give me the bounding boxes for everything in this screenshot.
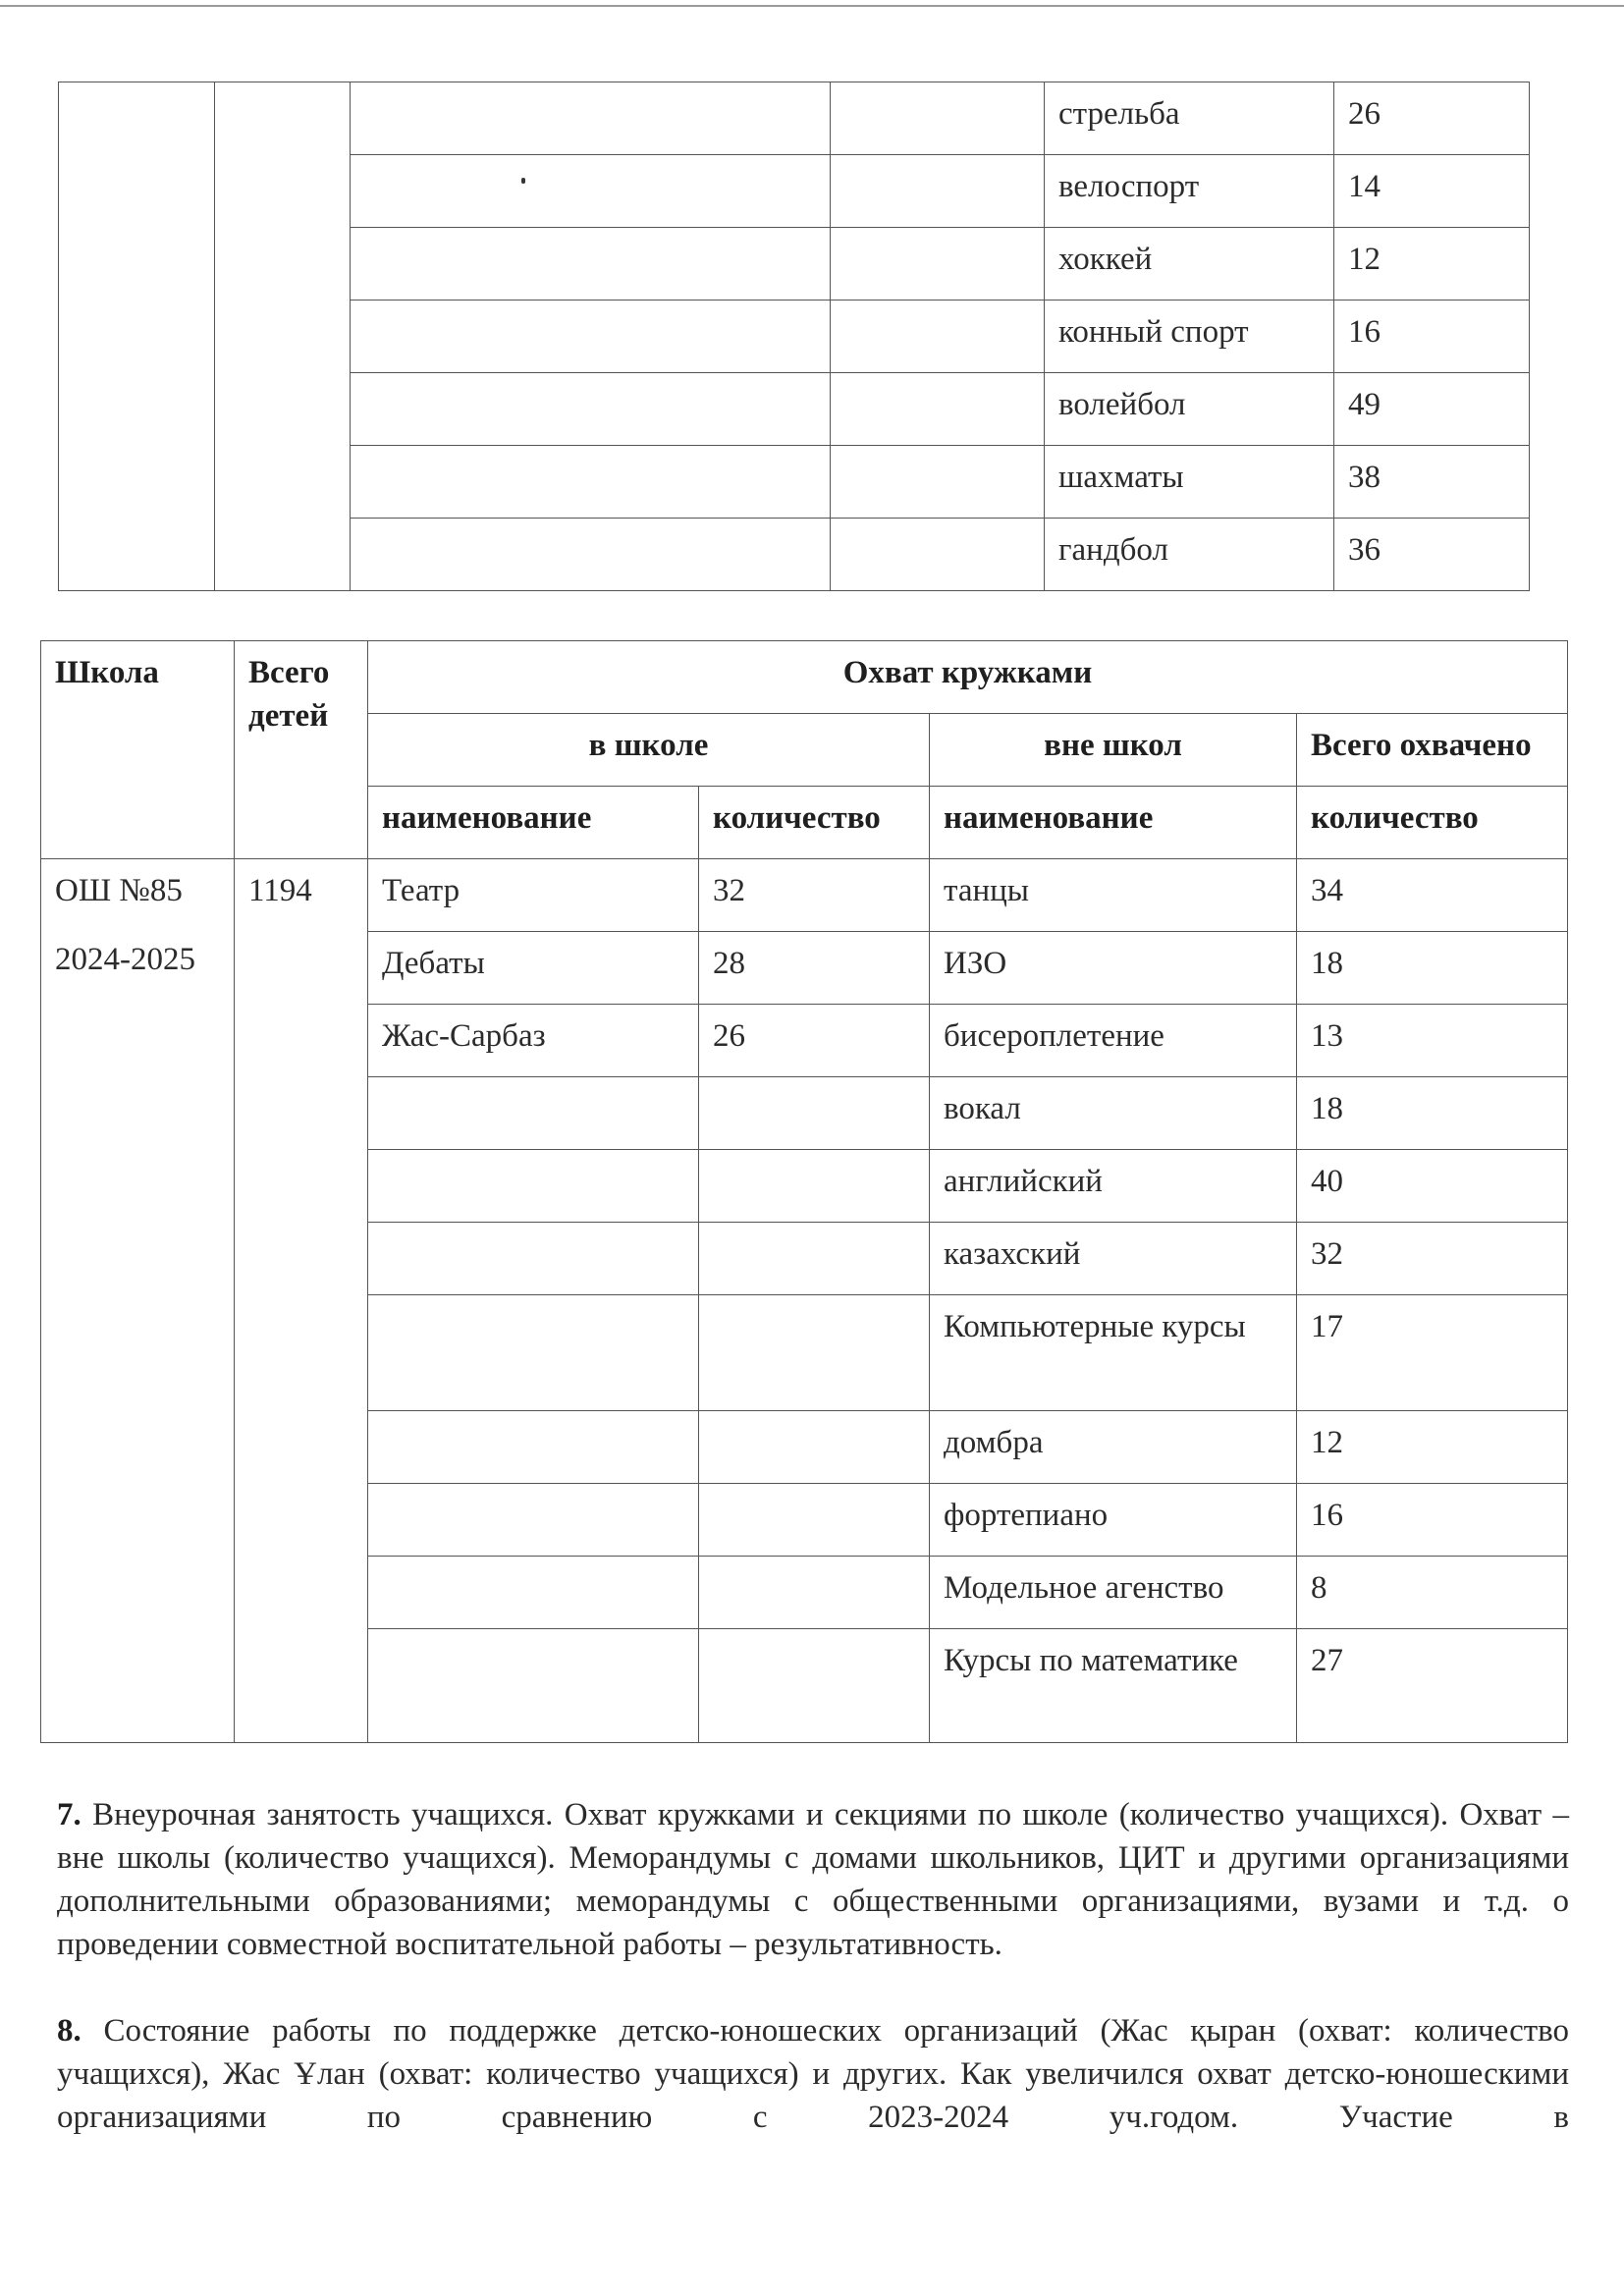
- empty-in-school-count-cell: [831, 228, 1045, 301]
- paragraph-7-number: 7.: [57, 1797, 81, 1832]
- empty-in-school-count-cell: [699, 1077, 930, 1150]
- empty-total-cell: [215, 82, 351, 591]
- empty-in-school-name-cell: [368, 1150, 699, 1223]
- empty-in-school-count-cell: [699, 1557, 930, 1629]
- table-row: [41, 859, 1568, 932]
- empty-in-school-count-cell: [831, 446, 1045, 519]
- empty-in-school-count-cell: [831, 301, 1045, 373]
- paragraph-8-text: Состояние работы по поддержке детско-юношеских организаций (Жас қыран (охват: количество учащихся), Жас Ұлан (охват: количество учащихся) и других. Как увеличился охват детско-юношескими организациями по сравнению с 2023-2024 уч.годом. Участие в: [57, 2013, 1569, 2135]
- empty-in-school-name-cell: [368, 1077, 699, 1150]
- header-name-in-school: наименование: [368, 787, 699, 859]
- section-count: 49: [1334, 373, 1530, 446]
- out-of-school-club-count: 16: [1297, 1484, 1568, 1557]
- empty-in-school-name-cell: [351, 519, 831, 591]
- page-top-rule: [0, 5, 1624, 7]
- section-name: волейбол: [1045, 373, 1334, 446]
- out-of-school-club-count: 17: [1297, 1295, 1568, 1411]
- paragraph-7-text: Внеурочная занятость учащихся. Охват кружками и секциями по школе (количество учащихся). Охват – вне школы (количество учащихся). Меморандумы с домами школьников, ЦИТ и другими организациями дополнительными образованиями; меморандумы с общественными организациями, вузами и т.д. о проведении совместной воспитательной работы – результативность.: [57, 1797, 1570, 1962]
- empty-in-school-name-cell: [351, 82, 831, 155]
- header-coverage: [368, 641, 1568, 714]
- empty-in-school-count-cell: [831, 155, 1045, 228]
- empty-in-school-name-cell: [368, 1411, 699, 1484]
- section-count: 26: [1334, 82, 1530, 155]
- paragraph-7: [57, 1793, 1569, 1966]
- header-total-children: Всего детей: [235, 641, 368, 859]
- out-of-school-club-count: 40: [1297, 1150, 1568, 1223]
- empty-in-school-name-cell: [351, 373, 831, 446]
- out-of-school-club-name: английский: [930, 1150, 1297, 1223]
- out-of-school-club-name: домбра: [930, 1411, 1297, 1484]
- section-name: шахматы: [1045, 446, 1334, 519]
- empty-in-school-count-cell: [831, 373, 1045, 446]
- section-name: конный спорт: [1045, 301, 1334, 373]
- section-count: 36: [1334, 519, 1530, 591]
- empty-in-school-name-cell: [368, 1295, 699, 1411]
- school-year: 2024-2025: [55, 942, 195, 977]
- header-in-school: в школе: [368, 714, 930, 787]
- empty-in-school-name-cell: [351, 228, 831, 301]
- in-school-club-count: 28: [699, 932, 930, 1005]
- club-coverage-table: [40, 640, 1568, 1743]
- sports-sections-table-continued: [58, 82, 1530, 591]
- header-total-covered: Всего охвачено: [1297, 714, 1568, 787]
- out-of-school-club-name: Компьютерные курсы: [930, 1295, 1297, 1411]
- empty-in-school-count-cell: [831, 519, 1045, 591]
- empty-in-school-count-cell: [699, 1150, 930, 1223]
- section-name: хоккей: [1045, 228, 1334, 301]
- section-count: 14: [1334, 155, 1530, 228]
- in-school-club-count: 26: [699, 1005, 930, 1077]
- empty-in-school-name-cell: [368, 1484, 699, 1557]
- empty-in-school-name-cell: [368, 1557, 699, 1629]
- out-of-school-club-name: бисероплетение: [930, 1005, 1297, 1077]
- scan-speck: [521, 178, 525, 184]
- header-count-out-of-school: количество: [1297, 787, 1568, 859]
- empty-in-school-count-cell: [699, 1629, 930, 1743]
- empty-in-school-count-cell: [699, 1223, 930, 1295]
- out-of-school-club-name: казахский: [930, 1223, 1297, 1295]
- out-of-school-club-count: 13: [1297, 1005, 1568, 1077]
- empty-school-cell: [59, 82, 215, 591]
- section-name: велоспорт: [1045, 155, 1334, 228]
- school-name: ОШ №85: [55, 873, 183, 908]
- header-name-out-of-school: наименование: [930, 787, 1297, 859]
- out-of-school-club-name: Модельное агенство: [930, 1557, 1297, 1629]
- out-of-school-club-name: танцы: [930, 859, 1297, 932]
- out-of-school-club-name: Курсы по математике: [930, 1629, 1297, 1743]
- paragraph-8-number: 8.: [57, 2013, 81, 2049]
- header-count-in-school: количество: [699, 787, 930, 859]
- total-children-cell: 1194: [235, 859, 368, 1743]
- empty-in-school-name-cell: [351, 301, 831, 373]
- empty-in-school-name-cell: [351, 155, 831, 228]
- out-of-school-club-name: фортепиано: [930, 1484, 1297, 1557]
- empty-in-school-count-cell: [699, 1411, 930, 1484]
- in-school-club-name: Дебаты: [368, 932, 699, 1005]
- school-cell: [41, 859, 235, 1743]
- empty-in-school-count-cell: [699, 1295, 930, 1411]
- section-name: гандбол: [1045, 519, 1334, 591]
- out-of-school-club-count: 18: [1297, 1077, 1568, 1150]
- out-of-school-club-count: 8: [1297, 1557, 1568, 1629]
- section-count: 12: [1334, 228, 1530, 301]
- out-of-school-club-name: вокал: [930, 1077, 1297, 1150]
- empty-in-school-name-cell: [351, 446, 831, 519]
- in-school-club-name: Театр: [368, 859, 699, 932]
- out-of-school-club-count: 32: [1297, 1223, 1568, 1295]
- empty-in-school-count-cell: [699, 1484, 930, 1557]
- section-count: 38: [1334, 446, 1530, 519]
- empty-in-school-count-cell: [831, 82, 1045, 155]
- empty-in-school-name-cell: [368, 1629, 699, 1743]
- header-out-of-school: вне школ: [930, 714, 1297, 787]
- out-of-school-club-count: 34: [1297, 859, 1568, 932]
- in-school-club-name: Жас-Сарбаз: [368, 1005, 699, 1077]
- out-of-school-club-name: ИЗО: [930, 932, 1297, 1005]
- header-coverage-label: Охват кружками: [842, 655, 1093, 690]
- empty-in-school-name-cell: [368, 1223, 699, 1295]
- in-school-club-count: 32: [699, 859, 930, 932]
- section-count: 16: [1334, 301, 1530, 373]
- out-of-school-club-count: 18: [1297, 932, 1568, 1005]
- paragraph-8: [57, 2009, 1569, 2139]
- header-school: Школа: [41, 641, 235, 859]
- out-of-school-club-count: 27: [1297, 1629, 1568, 1743]
- table-row: [59, 82, 1530, 155]
- out-of-school-club-count: 12: [1297, 1411, 1568, 1484]
- section-name: стрельба: [1045, 82, 1334, 155]
